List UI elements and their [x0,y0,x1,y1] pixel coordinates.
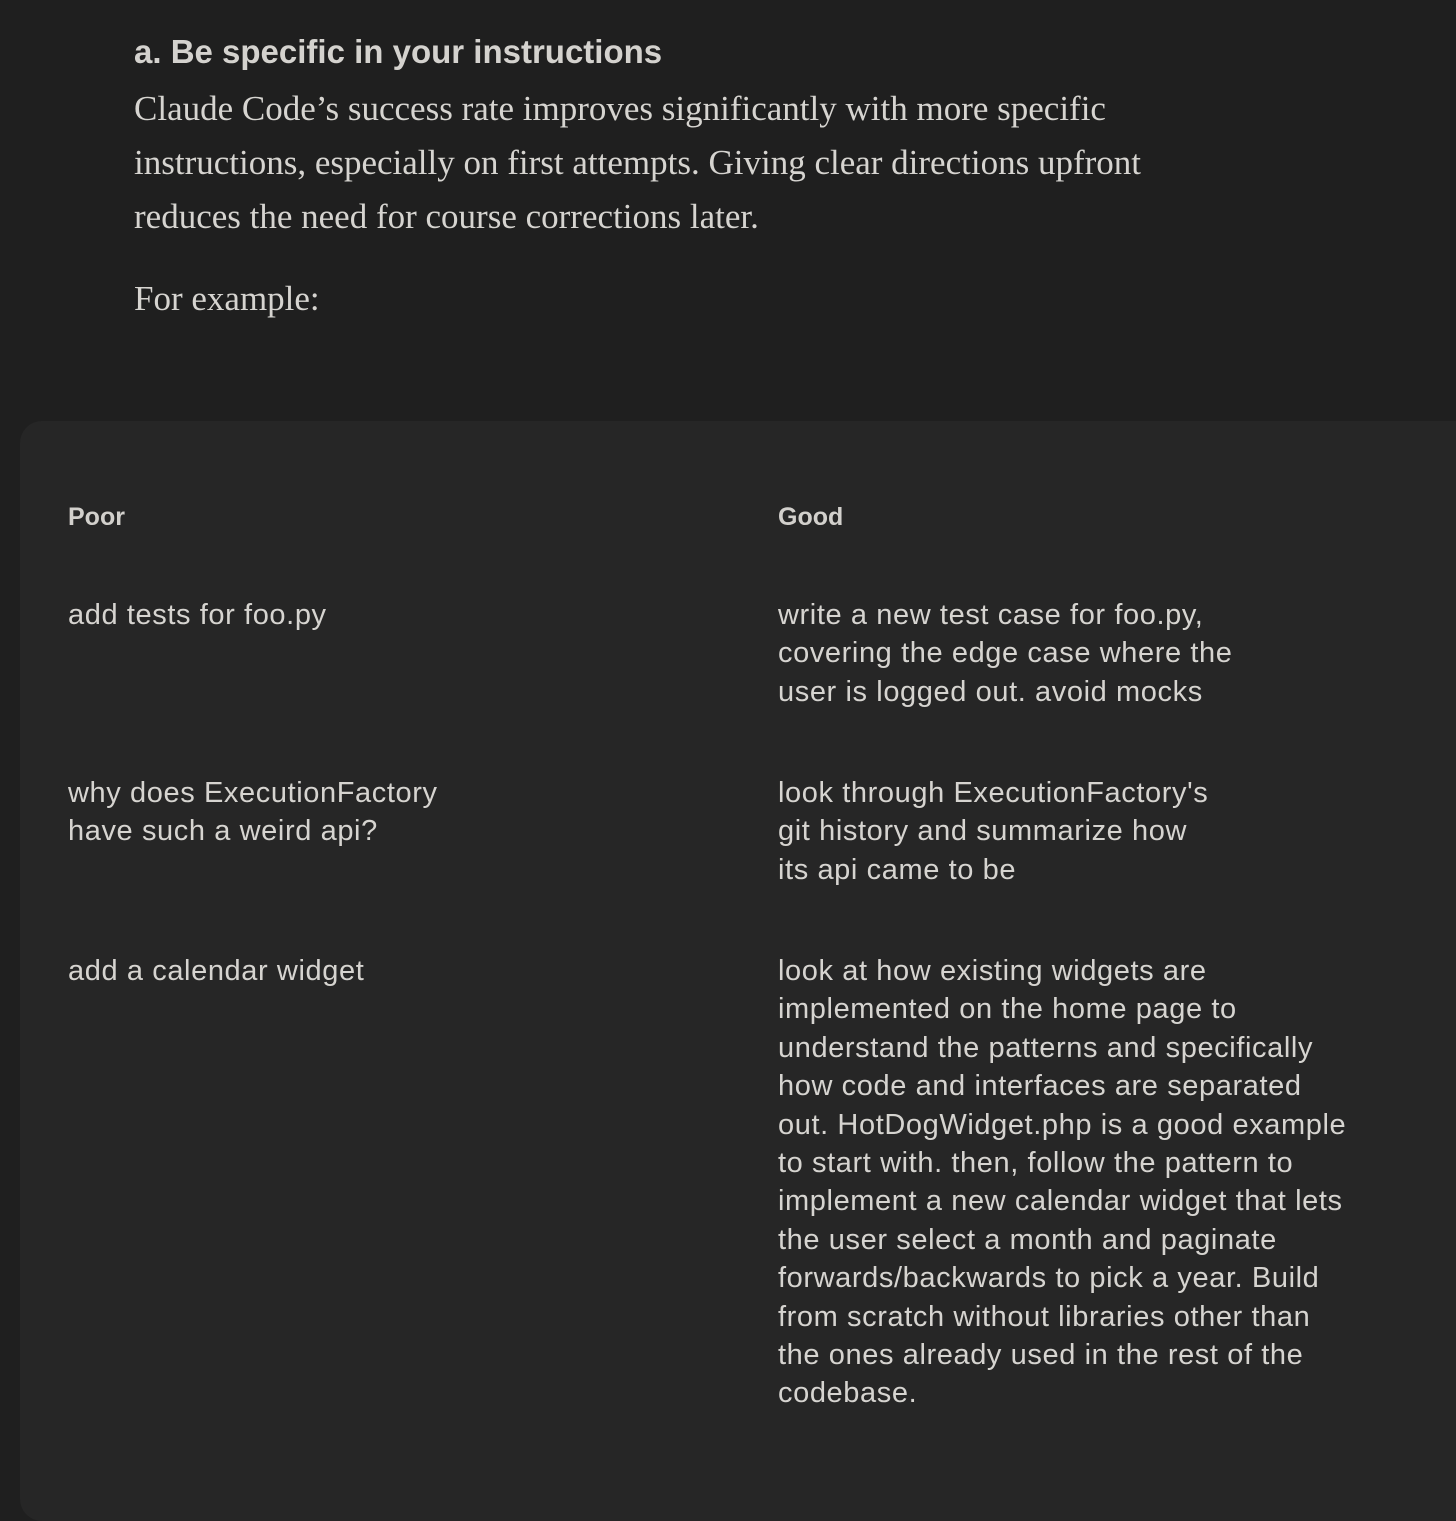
cell-line: the ones already used in the rest of the [778,1339,1304,1372]
cell-line: add tests for foo.py [68,599,327,631]
cell-line: to start with. then, follow the pattern to [778,1147,1294,1180]
cell-line: from scratch without libraries other than [778,1300,1311,1333]
intro-line: Claude Code’s success rate improves significantly with more specific [134,89,1106,128]
cell-line: the user select a month and paginate [778,1223,1277,1256]
column-header-poor: Poor [68,503,125,531]
intro-line: reduces the need for course corrections later. [134,197,759,236]
cell-line: how code and interfaces are separated [778,1070,1302,1103]
intro-line: instructions, especially on first attempts. Giving clear directions upfront [134,143,1141,182]
cell-line: out. HotDogWidget.php is a good example [778,1108,1347,1141]
cell-line: have such a weird api? [68,815,378,848]
cell-line: implement a new calendar widget that lets [778,1185,1343,1218]
cell-line: look through ExecutionFactory's [778,777,1209,809]
cell-line: its api came to be [778,853,1017,886]
cell-line: git history and summarize how [778,815,1188,848]
cell-line: understand the patterns and specifically [778,1031,1314,1064]
table-cell-poor [68,952,708,990]
cell-line: write a new test case for foo.py, [778,599,1204,631]
cell-line: why does ExecutionFactory [68,777,438,809]
cell-line: add a calendar widget [68,955,365,987]
table-cell-good [778,952,1438,1413]
cell-line: forwards/backwards to pick a year. Build [778,1262,1320,1295]
table-cell-poor [68,596,708,634]
table-cell-poor [68,774,708,851]
section-heading: a. Be specific in your instructions [134,33,663,70]
example-label: For example: [134,279,320,318]
intro-paragraph [134,82,1334,244]
cell-line: user is logged out. avoid mocks [778,675,1203,708]
cell-line: implemented on the home page to [778,993,1237,1026]
cell-line: covering the edge case where the [778,637,1233,670]
table-cell-good [778,596,1438,711]
table-cell-good [778,774,1438,889]
cell-line: codebase. [778,1377,918,1410]
column-header-good: Good [778,503,844,531]
cell-line: look at how existing widgets are [778,955,1207,987]
